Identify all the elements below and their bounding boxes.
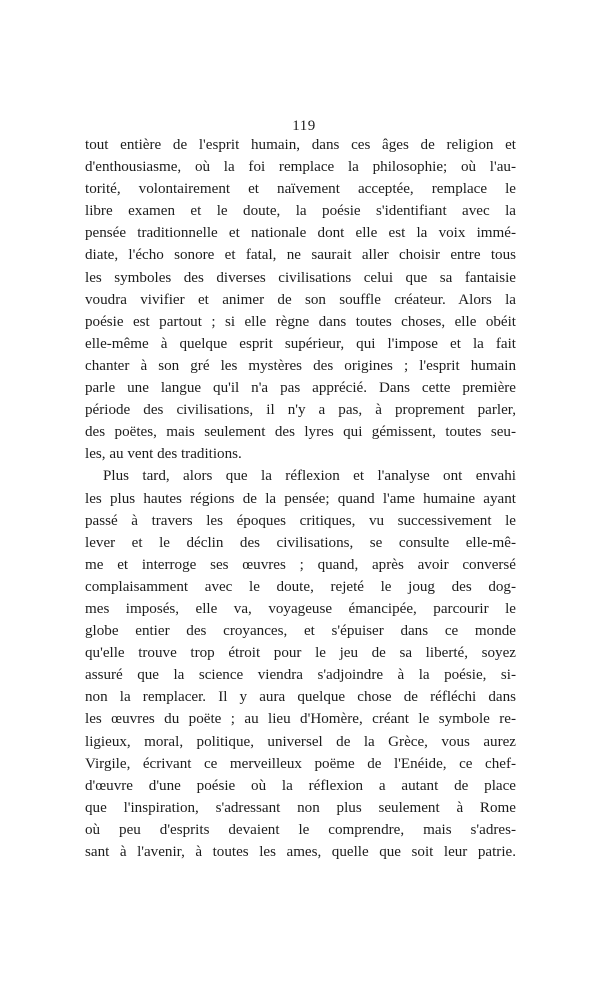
text-line: passé à travers les époques critiques, vu successivement le: [85, 512, 516, 529]
text-line: non la remplacer. Il y aura quelque chose de réfléchi dans: [85, 689, 516, 706]
text-line: mes imposés, elle va, voyageuse émancipée, parcourir le: [85, 600, 516, 617]
text-line: période des civilisations, il n'y a pas, à proprement parler,: [85, 402, 516, 419]
text-line: globe entier des croyances, et s'épuiser dans ce monde: [85, 623, 516, 640]
text-line: d'enthousiasme, où la foi remplace la philosophie; où l'au-: [85, 159, 516, 176]
text-line: les symboles des diverses civilisations celui que sa fantaisie: [85, 269, 516, 286]
text-line: sant à l'avenir, à toutes les ames, quelle que soit leur patrie.: [85, 844, 516, 860]
text-line: qu'elle trouve trop étroit pour le jeu de sa liberté, soyez: [85, 645, 516, 662]
page-number: 119: [292, 118, 316, 134]
text-line: poésie est partout ; si elle règne dans toutes choses, elle obéit: [85, 313, 516, 330]
text-line: les œuvres du poëte ; au lieu d'Homère, créant le symbole re-: [85, 711, 516, 728]
text-line: tout entière de l'esprit humain, dans ces âges de religion et: [85, 137, 516, 153]
text-line: parle une langue qu'il n'a pas apprécié. Dans cette première: [85, 380, 516, 397]
text-line: torité, volontairement et naïvement acceptée, remplace le: [85, 181, 516, 198]
text-line: assuré que la science viendra s'adjoindre à la poésie, si-: [85, 667, 516, 684]
text-line: elle-même à quelque esprit supérieur, qui l'impose et la fait: [85, 335, 516, 352]
text-line: les, au vent des traditions.: [85, 446, 242, 463]
text-line: que l'inspiration, s'adressant non plus seulement à Rome: [85, 799, 516, 816]
text-line: les plus hautes régions de la pensée; quand l'ame humaine ayant: [85, 490, 516, 507]
text-line: chanter à son gré les mystères des origines ; l'esprit humain: [85, 357, 516, 374]
text-line: Virgile, écrivant ce merveilleux poëme de l'Enéide, ce chef-: [85, 755, 516, 772]
text-line: des poëtes, mais seulement des lyres qui gémissent, toutes seu-: [85, 424, 516, 441]
paragraph: [85, 134, 516, 465]
body-text: [85, 134, 516, 863]
paragraph: [85, 465, 516, 863]
text-line: diate, l'écho sonore et fatal, ne saurait aller choisir entre tous: [85, 247, 516, 264]
text-line: ligieux, moral, politique, universel de la Grèce, vous aurez: [85, 733, 516, 750]
text-line: où peu d'esprits devaient le comprendre, mais s'adres-: [85, 821, 516, 838]
text-line: libre examen et le doute, la poésie s'identifiant avec la: [85, 203, 516, 220]
text-line: pensée traditionnelle et nationale dont elle est la voix immé-: [85, 225, 516, 242]
text-line: me et interroge ses œuvres ; quand, après avoir conversé: [85, 556, 516, 573]
text-line: complaisamment avec le doute, rejeté le joug des dog-: [85, 578, 516, 595]
text-line: voudra vivifier et animer de son souffle créateur. Alors la: [85, 291, 516, 308]
text-line: Plus tard, alors que la réflexion et l'analyse ont envahi: [103, 468, 516, 485]
text-line: d'œuvre d'une poésie où la réflexion a autant de place: [85, 777, 516, 794]
text-line: lever et le déclin des civilisations, se consulte elle-mê-: [85, 534, 516, 551]
